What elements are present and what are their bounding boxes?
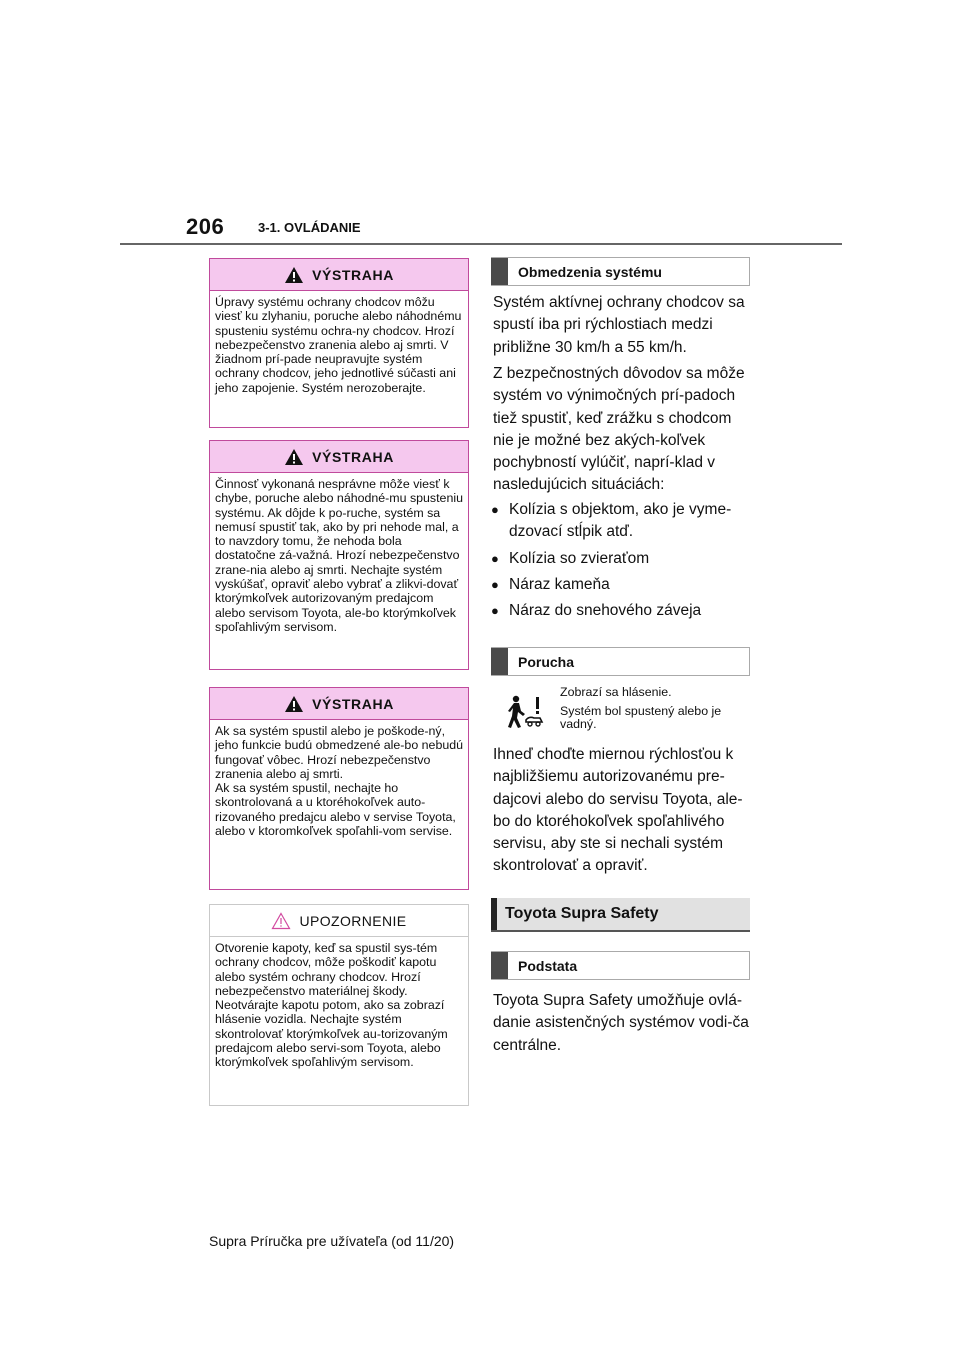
subheading-bar: [491, 952, 508, 979]
pedestrian-protection-warning-icon: [505, 694, 545, 730]
limits-paragraph-1: Systém aktívnej ochrany chodcov sa spustí iba pri rýchlostiach medzi približne 30 km/h a 55 km/h.: [493, 294, 745, 356]
list-item: ● Náraz do snehového záveja: [491, 600, 755, 622]
warning-title: VÝSTRAHA: [312, 695, 394, 712]
caution-text: Otvorenie kapoty, keď sa spustil sys-tém ochrany chodcov, môže poškodiť kapotu alebo systém ochrany chodcov. Hrozí nebezpečenstvo materiálnej škody. Neotvárajte kapotu potom, ako sa zobrazí hlásenie vozidla. Nechajte systém skontrolovať ktorýmkoľvek au-torizovaným predajcom alebo servi-som Toyota, alebo ktorýmkoľvek spoľahlivým servisom.: [215, 941, 448, 1070]
warning-text-part1: Ak sa systém spustil alebo je poškode-ný, jeho funkcie budú obmedzené ale-bo nebudú fungovať vôbec. Hrozí nebezpečenstvo zranenia alebo aj smrti.: [215, 724, 464, 781]
caution-triangle-icon: [271, 912, 291, 930]
caution-header: [210, 905, 468, 937]
warning-text: Činnosť vykonaná nesprávne môže viesť k chybe, poruche alebo náhodné-mu spusteniu systému. Ak dôjde k po-ruche, systém sa nemusí spustiť tak, ako by pri nehode mal, a to navzdory tomu, že nehoda bola dostatočne zá-važná. Hrozí nebezpečenstvo zrane-nia alebo aj smrti. Nechajte systém vyskúšať, opraviť alebo vybrať a zlikvi-dovať ktorýmkoľvek autorizovaným predajcom alebo servisom Toyota, ale-bo ktorýmkoľvek spoľahlivým servisom.: [215, 477, 463, 634]
subheading-text: Obmedzenia systému: [518, 263, 662, 280]
warning-title: VÝSTRAHA: [312, 448, 394, 465]
section-title: 3-1. OVLÁDANIE: [258, 220, 361, 235]
subheading-text: Porucha: [518, 653, 575, 670]
warning-box-damaged-system: [209, 687, 469, 890]
list-item: ● Kolízia so zvieraťom: [491, 548, 755, 570]
heading-toyota-supra-safety: [491, 898, 750, 932]
list-item: ● Náraz kameňa: [491, 574, 755, 596]
fault-message: [560, 686, 755, 737]
warning-triangle-icon: [284, 266, 304, 284]
warning-text: [210, 720, 468, 844]
basis-paragraph: Toyota Supra Safety umožňuje ovlá-danie asistenčných systémov vodi-ča centrálne.: [493, 992, 749, 1054]
warning-box-improper-work: [209, 440, 469, 670]
subheading-bar: [491, 258, 508, 285]
subheading-basis: [491, 951, 750, 980]
warning-header: [210, 441, 468, 473]
caution-title: UPOZORNENIE: [299, 912, 407, 929]
caution-box-hood: [209, 904, 469, 1106]
warning-triangle-icon: [284, 695, 304, 713]
page-footer: Supra Príručka pre užívateľa (od 11/20): [209, 1233, 455, 1249]
subheading-fault: [491, 647, 750, 676]
list-item: ● Kolízia s objektom, ako je vyme-dzovací stĺpik atď.: [491, 499, 755, 544]
fault-paragraph: Ihneď choďte miernou rýchlosťou k najbližšiemu autorizovanému pre-dajcovi alebo do servisu Toyota, ale-bo do ktoréhokoľvek spoľahlivého servisu, aby ste si nechali systém skontrolovať a opraviť.: [493, 746, 743, 875]
heading-text: Toyota Supra Safety: [505, 905, 659, 922]
page-number: 206: [186, 214, 225, 239]
warning-title: VÝSTRAHA: [312, 266, 394, 283]
situations-list: [491, 499, 755, 626]
warning-box-modification: [209, 258, 469, 428]
header-rule: [120, 243, 842, 245]
warning-header: [210, 688, 468, 720]
fault-message-line1: Zobrazí sa hlásenie.: [560, 685, 672, 699]
subheading-system-limits: [491, 257, 750, 286]
warning-text: Úpravy systému ochrany chodcov môžu viesť ku zlyhaniu, poruche alebo náhodnému spusteniu systému ochra-ny chodcov. Hrozí nebezpečenstvo zranenia alebo aj smrti. V žiadnom prí-pade neupravujte systém ochrany chodcov, jeho jednotlivé súčasti ani jeho zapojenie. Systém nerozoberajte.: [215, 295, 462, 395]
subheading-bar: [491, 648, 508, 675]
warning-header: [210, 259, 468, 291]
warning-triangle-icon: [284, 448, 304, 466]
fault-message-line2: Systém bol spustený alebo je vadný.: [560, 704, 722, 731]
subheading-text: Podstata: [518, 957, 578, 974]
warning-text-part2: Ak sa systém spustil, nechajte ho skontrolovaná a u ktoréhokoľvek auto-rizovaného predajcu alebo v servise Toyota, alebo v ktoromkoľvek spoľahli-vom servise.: [215, 781, 456, 839]
limits-paragraph-2: Z bezpečnostných dôvodov sa môže systém vo výnimočných prí-padoch tiež spustiť, keď zrážku s chodcom nie je možné bez akých-koľvek pochybností vylúčiť, naprí-klad v nasledujúcich situáciách:: [493, 365, 745, 494]
